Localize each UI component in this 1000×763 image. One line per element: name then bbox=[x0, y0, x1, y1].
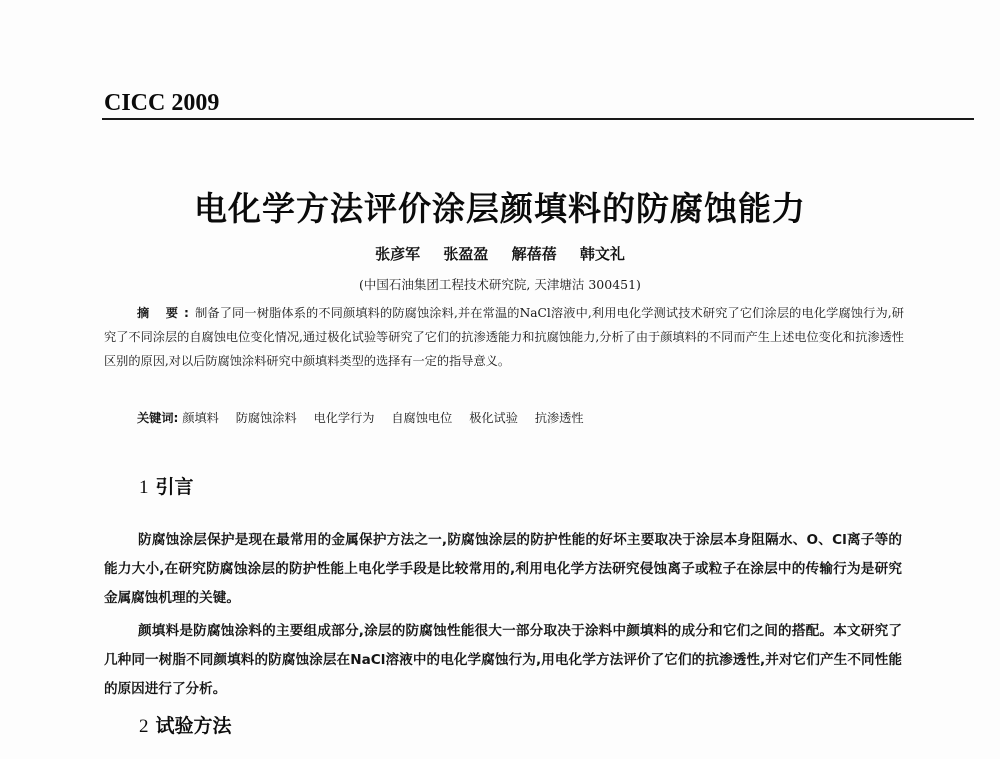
keyword: 颜填料 bbox=[182, 411, 219, 425]
keyword: 自腐蚀电位 bbox=[391, 411, 453, 425]
abstract-label: 摘 要: bbox=[137, 306, 195, 320]
abstract bbox=[104, 301, 904, 373]
keyword: 抗渗透性 bbox=[534, 411, 584, 425]
keywords-label: 关键词: bbox=[137, 411, 179, 425]
body-paragraph: 防腐蚀涂层保护是现在最常用的金属保护方法之一,防腐蚀涂层的防护性能的好坏主要取决于涂层本身阻隔水、O、Cl离子等的能力大小,在研究防腐蚀涂层的防护性能上电化学手段是比较常用的,利用电化学方法研究侵蚀离子或粒子在涂层中的传输行为是研究金属腐蚀机理的关键。 bbox=[104, 531, 902, 606]
author-name: 张盈盈 bbox=[443, 245, 489, 263]
author-name: 韩文礼 bbox=[579, 245, 625, 263]
body-paragraph: 颜填料是防腐蚀涂料的主要组成部分,涂层的防腐蚀性能很大一部分取决于涂料中颜填料的成分和它们之间的搭配。本文研究了几种同一树脂不同颜填料的防腐蚀涂层在NaCl溶液中的电化学腐蚀行为,用电化学方法评价了它们的抗渗透性,并对它们产生不同性能的原因进行了分析。 bbox=[104, 622, 902, 697]
section-number: 2 bbox=[139, 716, 149, 737]
keyword: 防腐蚀涂料 bbox=[235, 411, 297, 425]
keyword: 电化学行为 bbox=[313, 411, 375, 425]
abstract-text: 制备了同一树脂体系的不同颜填料的防腐蚀涂料,并在常温的NaCl溶液中,利用电化学测试技术研究了它们涂层的电化学腐蚀行为,研究了不同涂层的自腐蚀电位变化情况,通过极化试验等研究了它们的抗渗透能力和抗腐蚀能力,分析了由于颜填料的不同而产生上述电位变化和抗渗透性区别的原因,对以后防腐蚀涂料研究中颜填料类型的选择有一定的指导意义。 bbox=[104, 306, 904, 368]
keywords bbox=[137, 409, 907, 426]
section-number: 1 bbox=[139, 477, 149, 498]
conference-header: CICC 2009 bbox=[104, 90, 220, 116]
author-list bbox=[0, 243, 1000, 264]
section-heading-methods bbox=[139, 711, 232, 738]
cut-off-text-line bbox=[104, 749, 902, 763]
author-name: 解蓓蓓 bbox=[511, 245, 557, 263]
section-heading-introduction bbox=[139, 472, 194, 499]
keyword: 极化试验 bbox=[469, 411, 518, 425]
paper-title: 电化学方法评价涂层颜填料的防腐蚀能力 bbox=[194, 189, 806, 228]
affiliation: (中国石油集团工程技术研究院, 天津塘沽 300451) bbox=[359, 277, 641, 292]
section-title: 引言 bbox=[155, 476, 194, 498]
author-name: 张彦军 bbox=[375, 245, 421, 263]
header-rule bbox=[102, 118, 974, 120]
section-title: 试验方法 bbox=[155, 715, 232, 737]
